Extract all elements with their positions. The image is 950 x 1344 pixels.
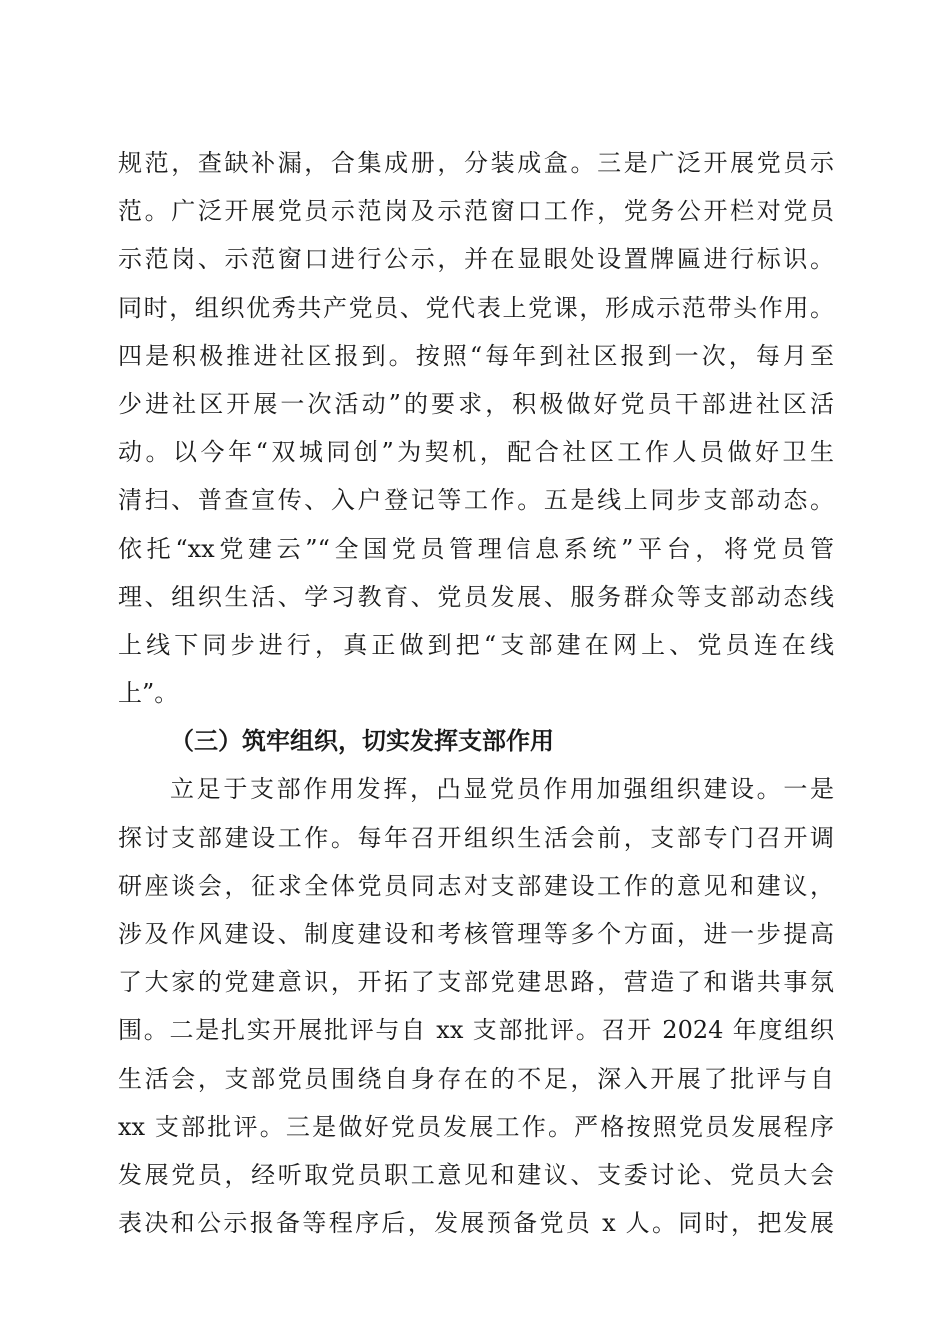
text-line: 发展党员，经听取党员职工意见和建议、支委讨论、党员大会 [118,1160,834,1189]
text-line: 研座谈会，征求全体党员同志对支部建设工作的意见和建议， [118,871,834,900]
text-line: 范。广泛开展党员示范岗及示范窗口工作，党务公开栏对党员 [118,197,834,226]
document-body [118,139,834,1247]
text-line: 清扫、普查宣传、入户登记等工作。五是线上同步支部动态。 [118,486,834,515]
text-line: 生活会，支部党员围绕自身存在的不足，深入开展了批评与自 [118,1064,834,1093]
text-line: 少进社区开展一次活动”的要求，积极做好党员干部进社区活 [118,389,834,418]
text-line: 同时，组织优秀共产党员、党代表上党课，形成示范带头作用。 [118,293,834,322]
text-line: 探讨支部建设工作。每年召开组织生活会前，支部专门召开调 [118,823,834,852]
text-line: xx 支部批评。三是做好党员发展工作。严格按照党员发展程序 [118,1112,834,1141]
text-line: 涉及作风建设、制度建设和考核管理等多个方面，进一步提高 [118,920,834,948]
text-line: 理、组织生活、学习教育、党员发展、服务群众等支部动态线 [118,582,834,611]
text-line: 了大家的党建意识，开拓了支部党建思路，营造了和谐共事氛 [118,968,834,997]
text-line: 规范，查缺补漏，合集成册，分装成盒。三是广泛开展党员示 [118,149,834,177]
text-line: 示范岗、示范窗口进行公示，并在显眼处设置牌匾进行标识。 [118,245,834,274]
text-line: 动。以今年“双城同创”为契机，配合社区工作人员做好卫生 [118,438,834,467]
text-line: 依托“xx党建云”“全国党员管理信息系统”平台，将党员管 [118,534,834,563]
text-line: 表决和公示报备等程序后，发展预备党员 x 人。同时，把发展 [118,1209,834,1238]
text-line: 上线下同步进行，真正做到把“支部建在网上、党员连在线 [118,630,834,659]
text-line: 上”。 [118,679,179,708]
text-line: 围。二是扎实开展批评与自 xx 支部批评。召开 2024 年度组织 [118,1016,834,1045]
text-line: 四是积极推进社区报到。按照“每年到社区报到一次，每月至 [118,341,834,370]
text-line: 立足于支部作用发挥，凸显党员作用加强组织建设。一是 [170,775,834,804]
section-heading: （三）筑牢组织，切实发挥支部作用 [170,726,554,756]
